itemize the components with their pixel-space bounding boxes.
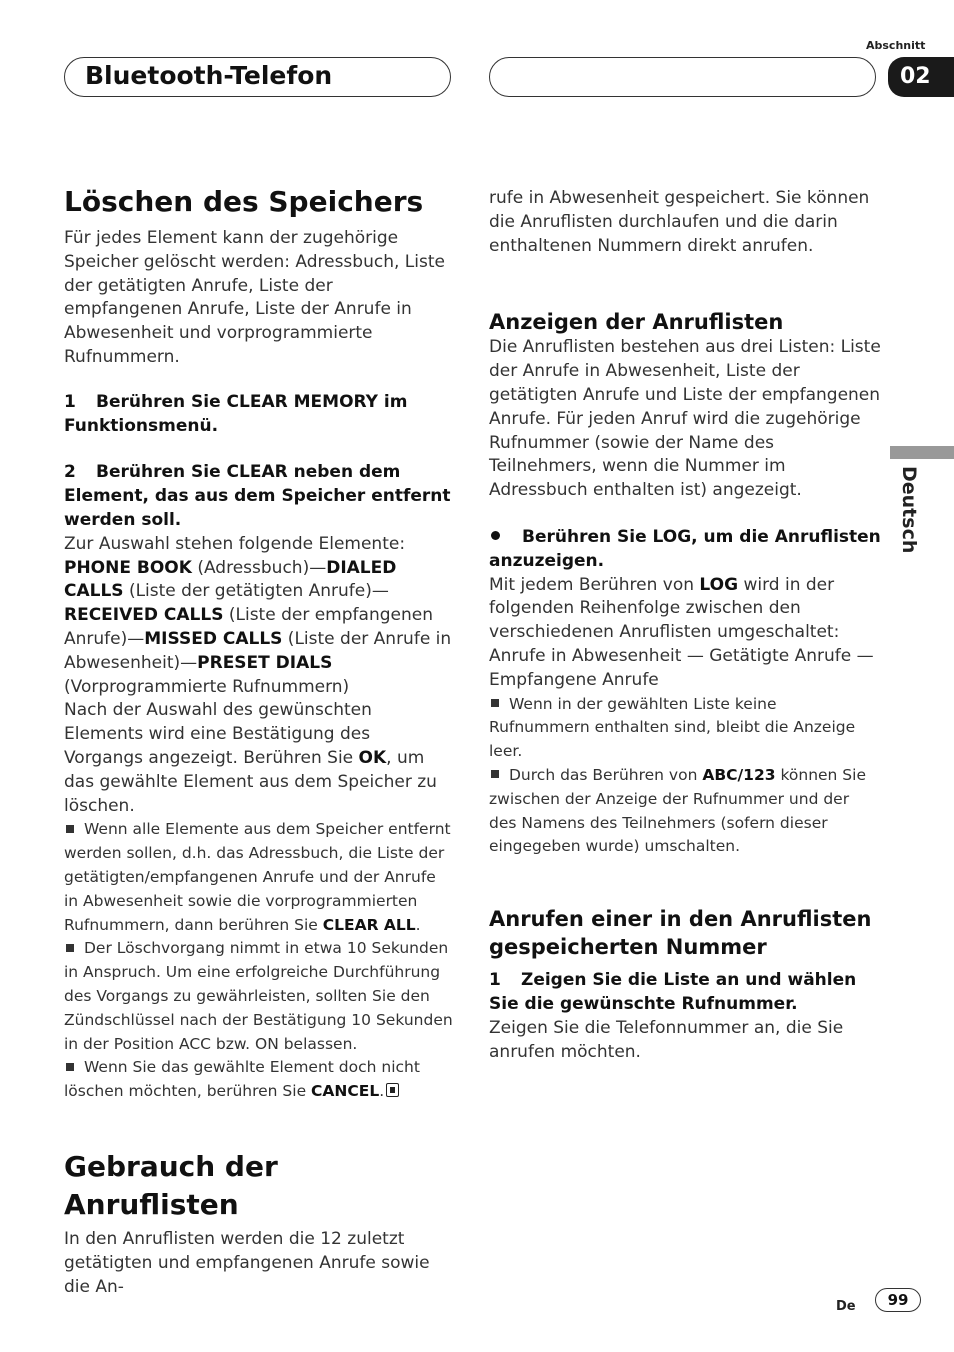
step-number: 1: [489, 970, 501, 991]
choice-intro: Zur Auswahl stehen folgende Elemente:: [64, 533, 406, 554]
note-text: .: [379, 1082, 385, 1101]
note-square-icon: [66, 825, 74, 833]
confirm-paragraph: [64, 699, 454, 818]
log-text: Mit jedem Berühren von: [489, 574, 700, 595]
section-label: Abschnitt: [866, 39, 926, 52]
header-blank-pill: [489, 57, 876, 97]
bullet-step-log: [489, 526, 881, 574]
language-tab-label: Deutsch: [898, 466, 920, 554]
chapter-header: [64, 57, 451, 97]
step-1-right: [489, 969, 881, 1017]
language-tab-bar: [890, 446, 954, 459]
note-text: können Sie zwischen der Anzeige der Rufnummer und der des Namens des Teilnehmers (sofern dieser eingegeben wurde) umschalten.: [489, 765, 866, 856]
clear-all-label: CLEAR ALL: [322, 915, 416, 934]
bullet-dot-icon: [491, 531, 500, 540]
note-text: Wenn in der gewählten Liste keine Rufnummern enthalten sind, bleibt die Anzeige leer.: [489, 694, 856, 761]
item-desc: (Liste der empfangenen Anrufe)—: [64, 605, 433, 649]
step-number: 2: [64, 462, 76, 483]
note-text: Wenn Sie das gewählte Element doch nicht löschen möchten, berühren Sie: [64, 1058, 420, 1101]
step-text: Berühren Sie CLEAR MEMORY im Funktionsmenü.: [64, 391, 408, 436]
item-phone-book: PHONE BOOK: [64, 557, 192, 578]
abc-label: ABC/123: [702, 765, 776, 784]
item-desc: (Vorprogrammierte Rufnummern): [64, 676, 350, 697]
note-abc: [489, 764, 881, 859]
log-paragraph: [489, 574, 881, 645]
right-column: [489, 187, 881, 1064]
chapter-title: Bluetooth-Telefon: [85, 61, 333, 90]
step-text: Zeigen Sie die Liste an und wählen Sie die gewünschte Rufnummer.: [489, 970, 857, 1014]
note-text: Wenn alle Elemente aus dem Speicher entfernt werden sollen, d.h. das Adressbuch, die Liste der getätigten/empfangenen Anrufe und der Anrufe in Abwesenheit sowie die vorprogrammierten Rufnummern, dann berühren Sie: [64, 820, 451, 934]
confirm-text: Nach der Auswahl des gewünschten Elements wird eine Bestätigung des Vorgangs angezeigt. Berühren Sie: [64, 700, 372, 768]
step-1-paragraph: Zeigen Sie die Telefonnummer an, die Sie anrufen möchten.: [489, 1017, 844, 1062]
heading-anrufen: Anrufen einer in den Anruflisten gespeicherten Nummer: [489, 907, 872, 960]
choice-list: [64, 557, 454, 700]
left-column-bottom: [64, 1148, 454, 1299]
footer-language-code: De: [836, 1299, 856, 1314]
heading-loeschen: Löschen des Speichers: [64, 185, 424, 218]
note-cancel: [64, 1056, 454, 1104]
page-number: 99: [875, 1288, 921, 1312]
sequence-text: Anrufe in Abwesenheit — Getätigte Anrufe — Empfangene Anrufe: [489, 645, 874, 690]
section-number-badge: 02: [888, 57, 954, 97]
item-missed-calls: MISSED CALLS: [144, 628, 283, 649]
log-text: wird in der folgenden Reihenfolge zwischen den verschiedenen Anruflisten umgeschaltet:: [489, 574, 840, 643]
heading-anzeigen: Anzeigen der Anruflisten: [489, 310, 784, 335]
step-text: Berühren Sie LOG, um die Anruflisten anzuzeigen.: [489, 526, 881, 571]
intro-paragraph: Für jedes Element kann der zugehörige Speicher gelöscht werden: Adressbuch, Liste der getätigten Anrufe, Liste der empfangenen Anrufe, Liste der Anrufe in Abwesenheit und vorprogrammierte Rufnummern.: [64, 228, 445, 367]
confirm-text: , um das gewählte Element aus dem Speicher zu löschen.: [64, 747, 437, 816]
ok-label: OK: [358, 747, 387, 768]
continued-paragraph: rufe in Abwesenheit gespeichert. Sie können die Anruflisten durchlaufen und die darin enthaltenen Nummern direkt anrufen.: [489, 188, 870, 256]
item-received-calls: RECEIVED CALLS: [64, 605, 224, 626]
item-desc: (Adressbuch)—: [191, 557, 327, 578]
note-text: Der Löschvorgang nimmt in etwa 10 Sekunden in Anspruch. Um eine erfolgreiche Durchführung des Vorgangs zu gewährleisten, sollten Sie den Zündschlüssel nach der Bestätigung 10 Sekunden in der Position ACC bzw. ON belassen.: [64, 939, 453, 1053]
note-square-icon: [491, 699, 499, 707]
item-preset-dials: PRESET DIALS: [197, 652, 333, 673]
gebrauch-paragraph: In den Anruflisten werden die 12 zuletzt getätigten und empfangenen Anrufe sowie die An-: [64, 1229, 430, 1297]
item-dialed-calls: DIALED CALLS: [64, 557, 397, 602]
log-label: LOG: [699, 574, 739, 595]
note-empty-list: [489, 693, 881, 764]
left-column: [64, 183, 454, 1104]
note-square-icon: [491, 770, 499, 778]
item-desc: (Liste der getätigten Anrufe)—: [123, 581, 389, 602]
note-square-icon: [66, 944, 74, 952]
section-end-icon: [386, 1083, 399, 1097]
note-square-icon: [66, 1063, 74, 1071]
note-text: Durch das Berühren von: [509, 765, 703, 784]
note-clear-all: [64, 818, 454, 937]
step-text: Berühren Sie CLEAR neben dem Element, das aus dem Speicher entfernt werden soll.: [64, 462, 451, 530]
item-desc: (Liste der Anrufe in Abwesenheit)—: [64, 628, 452, 673]
note-duration: [64, 937, 454, 1056]
step-number: 1: [64, 391, 76, 412]
step-1: [64, 391, 454, 439]
heading-gebrauch: Gebrauch der Anruflisten: [64, 1150, 278, 1221]
note-text: .: [415, 915, 421, 934]
cancel-label: CANCEL: [311, 1082, 380, 1101]
step-2: [64, 461, 454, 532]
anzeigen-paragraph: Die Anruflisten bestehen aus drei Listen: Liste der Anrufe in Abwesenheit, Liste der getätigten Anrufe und Liste der empfangenen Anrufe. Für jeden Anruf wird die zugehörige Rufnummer (sowie der Name des Teilnehmers, wenn die Nummer im Adressbuch enthalten ist) angezeigt.: [489, 337, 881, 501]
